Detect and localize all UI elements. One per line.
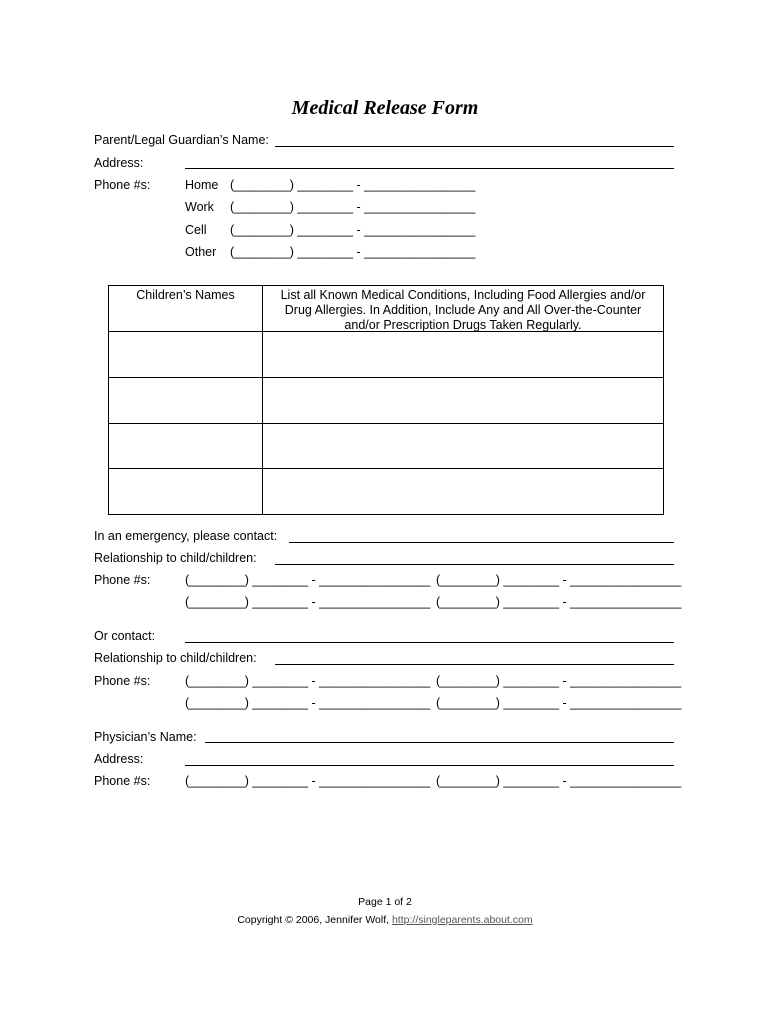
alt-phone-field-3[interactable]: (________) ________ - ________________ bbox=[185, 696, 431, 710]
emergency-phone-field-1[interactable]: (________) ________ - ________________ bbox=[185, 573, 431, 587]
emergency-phone-field-4[interactable]: (________) ________ - ________________ bbox=[436, 595, 682, 609]
alt-phone-field-1[interactable]: (________) ________ - ________________ bbox=[185, 674, 431, 688]
guardian-phone-cell-label: Cell bbox=[185, 223, 207, 237]
child-name-cell-1[interactable] bbox=[111, 334, 260, 375]
table-row-divider bbox=[109, 468, 663, 469]
alt-contact-field[interactable] bbox=[185, 642, 674, 643]
copyright-text: Copyright © 2006, Jennifer Wolf, bbox=[237, 914, 392, 926]
alt-phones-label: Phone #s: bbox=[94, 674, 151, 688]
physician-name-field[interactable] bbox=[205, 742, 674, 743]
page-title: Medical Release Form bbox=[291, 97, 479, 119]
page-number: Page 1 of 2 bbox=[358, 896, 412, 908]
emergency-contact-label: In an emergency, please contact: bbox=[94, 529, 278, 543]
children-medical-table bbox=[108, 285, 664, 515]
copyright-notice bbox=[0, 914, 770, 926]
guardian-address-field[interactable] bbox=[185, 168, 674, 169]
emergency-phone-field-3[interactable]: (________) ________ - ________________ bbox=[185, 595, 431, 609]
physician-phones-label: Phone #s: bbox=[94, 774, 151, 788]
emergency-phones-label: Phone #s: bbox=[94, 573, 151, 587]
alt-contact-label: Or contact: bbox=[94, 629, 156, 643]
guardian-phone-other-field[interactable]: (________) ________ - ________________ bbox=[230, 245, 476, 259]
emergency-phone-field-2[interactable]: (________) ________ - ________________ bbox=[436, 573, 682, 587]
alt-relationship-field[interactable] bbox=[275, 664, 674, 665]
medical-conditions-header: List all Known Medical Conditions, Including Food Allergies and/or Drug Allergies. In Addition, Include Any and All Over-the-Counter and/or Prescription Drugs Taken Regularly. bbox=[280, 288, 646, 332]
table-row-divider bbox=[109, 377, 663, 378]
conditions-cell-2[interactable] bbox=[265, 380, 661, 421]
physician-phone-field-2[interactable]: (________) ________ - ________________ bbox=[436, 774, 682, 788]
emergency-relationship-label: Relationship to child/children: bbox=[94, 551, 257, 565]
physician-name-label: Physician’s Name: bbox=[94, 730, 197, 744]
conditions-cell-1[interactable] bbox=[265, 334, 661, 375]
guardian-phones-label: Phone #s: bbox=[94, 178, 151, 192]
conditions-cell-4[interactable] bbox=[265, 471, 661, 512]
guardian-name-label: Parent/Legal Guardian’s Name: bbox=[94, 133, 269, 147]
guardian-phone-home-label: Home bbox=[185, 178, 219, 192]
conditions-cell-3[interactable] bbox=[265, 426, 661, 466]
guardian-phone-home-field[interactable]: (________) ________ - ________________ bbox=[230, 178, 476, 192]
emergency-contact-field[interactable] bbox=[289, 542, 674, 543]
alt-phone-field-4[interactable]: (________) ________ - ________________ bbox=[436, 696, 682, 710]
child-name-cell-3[interactable] bbox=[111, 426, 260, 466]
guardian-address-label: Address: bbox=[94, 156, 144, 170]
site-link[interactable]: http://singleparents.about.com bbox=[391, 914, 533, 926]
table-row-divider bbox=[109, 423, 663, 424]
guardian-phone-cell-field[interactable]: (________) ________ - ________________ bbox=[230, 223, 476, 237]
guardian-phone-work-field[interactable]: (________) ________ - ________________ bbox=[230, 200, 476, 214]
guardian-phone-other-label: Other bbox=[185, 245, 217, 259]
guardian-phone-work-label: Work bbox=[185, 200, 214, 214]
child-name-cell-2[interactable] bbox=[111, 380, 260, 421]
physician-phone-field-1[interactable]: (________) ________ - ________________ bbox=[185, 774, 431, 788]
table-column-divider bbox=[262, 286, 263, 514]
children-names-header: Children’s Names bbox=[136, 288, 235, 302]
physician-address-field[interactable] bbox=[185, 765, 674, 766]
physician-address-label: Address: bbox=[94, 752, 144, 766]
emergency-relationship-field[interactable] bbox=[275, 564, 674, 565]
child-name-cell-4[interactable] bbox=[111, 471, 260, 512]
alt-relationship-label: Relationship to child/children: bbox=[94, 651, 257, 665]
guardian-name-field[interactable] bbox=[275, 146, 674, 147]
alt-phone-field-2[interactable]: (________) ________ - ________________ bbox=[436, 674, 682, 688]
